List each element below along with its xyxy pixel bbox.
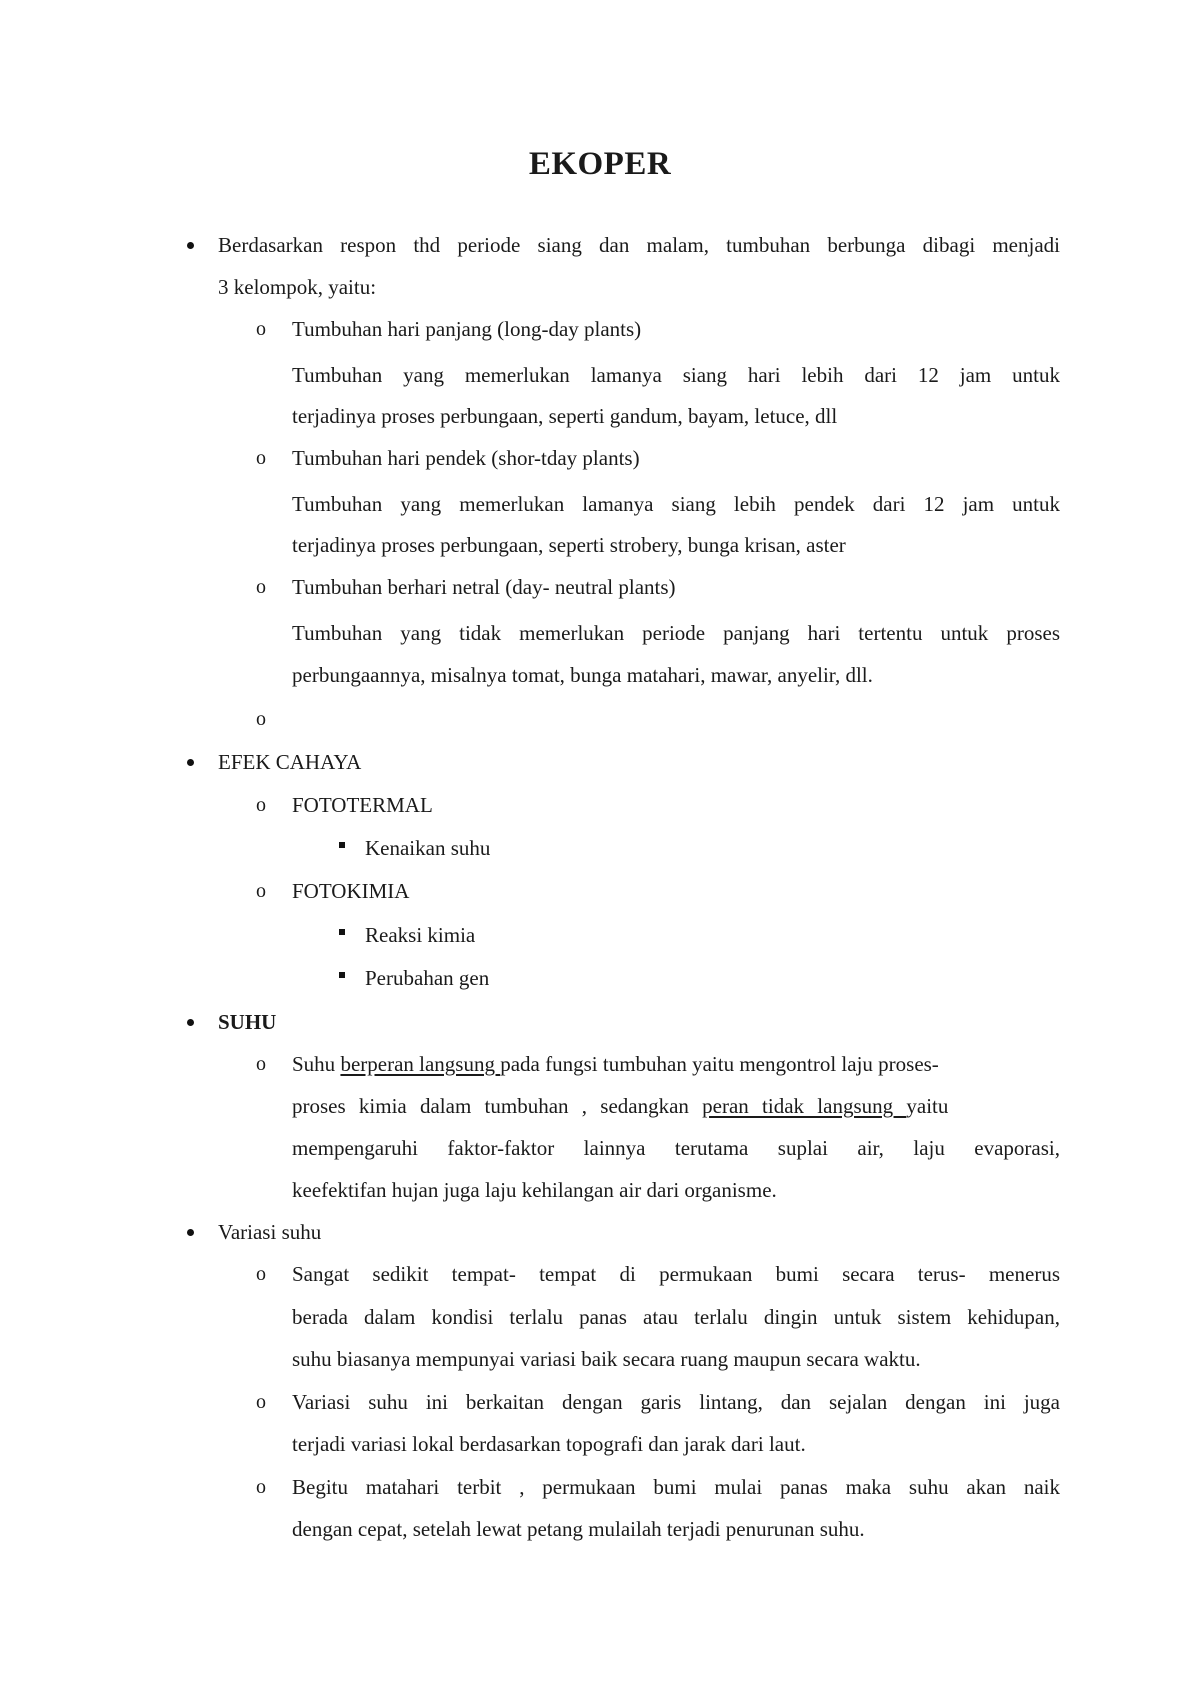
text-run: yaitu — [906, 1094, 949, 1118]
text-line: Tumbuhan yang tidak memerlukan periode panjang hari tertentu untuk proses — [292, 621, 1060, 645]
bullet-circle: o — [256, 1476, 266, 1498]
bullet-square — [339, 842, 345, 848]
text-line: suhu biasanya mempunyai variasi baik secara ruang maupun secara waktu. — [292, 1347, 921, 1371]
text-line: Begitu matahari terbit , permukaan bumi mulai panas maka suhu akan naik — [292, 1475, 1060, 1499]
bullet-circle: o — [256, 794, 266, 816]
underlined-text: peran tidak langsung — [702, 1094, 907, 1118]
text-line: berada dalam kondisi terlalu panas atau terlalu dingin untuk sistem kehidupan, — [292, 1305, 1060, 1329]
text-line — [292, 1051, 1060, 1077]
list-item-heading: Tumbuhan hari pendek (shor-tday plants) — [292, 446, 640, 470]
bullet-disc — [187, 1019, 194, 1026]
text-run: proses kimia dalam tumbuhan , sedangkan — [292, 1094, 703, 1118]
page-title: EKOPER — [528, 146, 672, 182]
text-line: Tumbuhan yang memerlukan lamanya siang lebih pendek dari 12 jam untuk — [292, 492, 1060, 516]
list-item: Kenaikan suhu — [365, 836, 491, 860]
text-line: Sangat sedikit tempat- tempat di permukaan bumi secara terus- menerus — [292, 1262, 1060, 1286]
bullet-circle: o — [256, 1053, 266, 1075]
bullet-disc — [187, 759, 194, 766]
bullet-circle: o — [256, 708, 266, 730]
text-line: terjadi variasi lokal berdasarkan topografi dan jarak dari laut. — [292, 1432, 806, 1456]
list-item-heading: Tumbuhan berhari netral (day- neutral plants) — [292, 575, 676, 599]
text-line: 3 kelompok, yaitu: — [218, 275, 377, 299]
text-line: perbungaannya, misalnya tomat, bunga matahari, mawar, anyelir, dll. — [292, 663, 873, 687]
bullet-circle: o — [256, 318, 266, 340]
list-item-heading: FOTOTERMAL — [292, 793, 433, 817]
bullet-circle: o — [256, 880, 266, 902]
text-line: terjadinya proses perbungaan, seperti gandum, bayam, letuce, dll — [292, 404, 838, 428]
bullet-circle: o — [256, 447, 266, 469]
text-line: dengan cepat, setelah lewat petang mulailah terjadi penurunan suhu. — [292, 1517, 865, 1541]
bold-heading: SUHU — [218, 1010, 277, 1034]
list-item: Reaksi kimia — [365, 923, 476, 947]
list-item-heading — [218, 1009, 276, 1035]
underlined-text: berperan langsung — [340, 1052, 501, 1076]
list-item-heading: FOTOKIMIA — [292, 879, 410, 903]
text-line: Variasi suhu ini berkaitan dengan garis lintang, dan sejalan dengan ini juga — [292, 1390, 1060, 1414]
bullet-disc — [187, 242, 194, 249]
text-line: Berdasarkan respon thd periode siang dan malam, tumbuhan berbunga dibagi menjadi — [218, 233, 1060, 257]
bullet-square — [339, 929, 345, 935]
bullet-circle: o — [256, 1263, 266, 1285]
bullet-square — [339, 972, 345, 978]
bullet-circle: o — [256, 1391, 266, 1413]
list-item: Perubahan gen — [365, 966, 490, 990]
bullet-circle: o — [256, 576, 266, 598]
text-run: Suhu — [292, 1052, 341, 1076]
list-item-heading: Tumbuhan hari panjang (long-day plants) — [292, 317, 642, 341]
list-item-heading: Variasi suhu — [218, 1220, 322, 1244]
bullet-disc — [187, 1229, 194, 1236]
text-run: pada fungsi tumbuhan yaitu mengontrol laju proses- — [500, 1052, 939, 1076]
text-line: keefektifan hujan juga laju kehilangan air dari organisme. — [292, 1178, 777, 1202]
text-line: terjadinya proses perbungaan, seperti strobery, bunga krisan, aster — [292, 533, 846, 557]
text-line: mempengaruhi faktor-faktor lainnya terutama suplai air, laju evaporasi, — [292, 1136, 1060, 1160]
text-line — [292, 1093, 1060, 1119]
list-item-heading: EFEK CAHAYA — [218, 750, 362, 774]
text-line: Tumbuhan yang memerlukan lamanya siang hari lebih dari 12 jam untuk — [292, 363, 1060, 387]
